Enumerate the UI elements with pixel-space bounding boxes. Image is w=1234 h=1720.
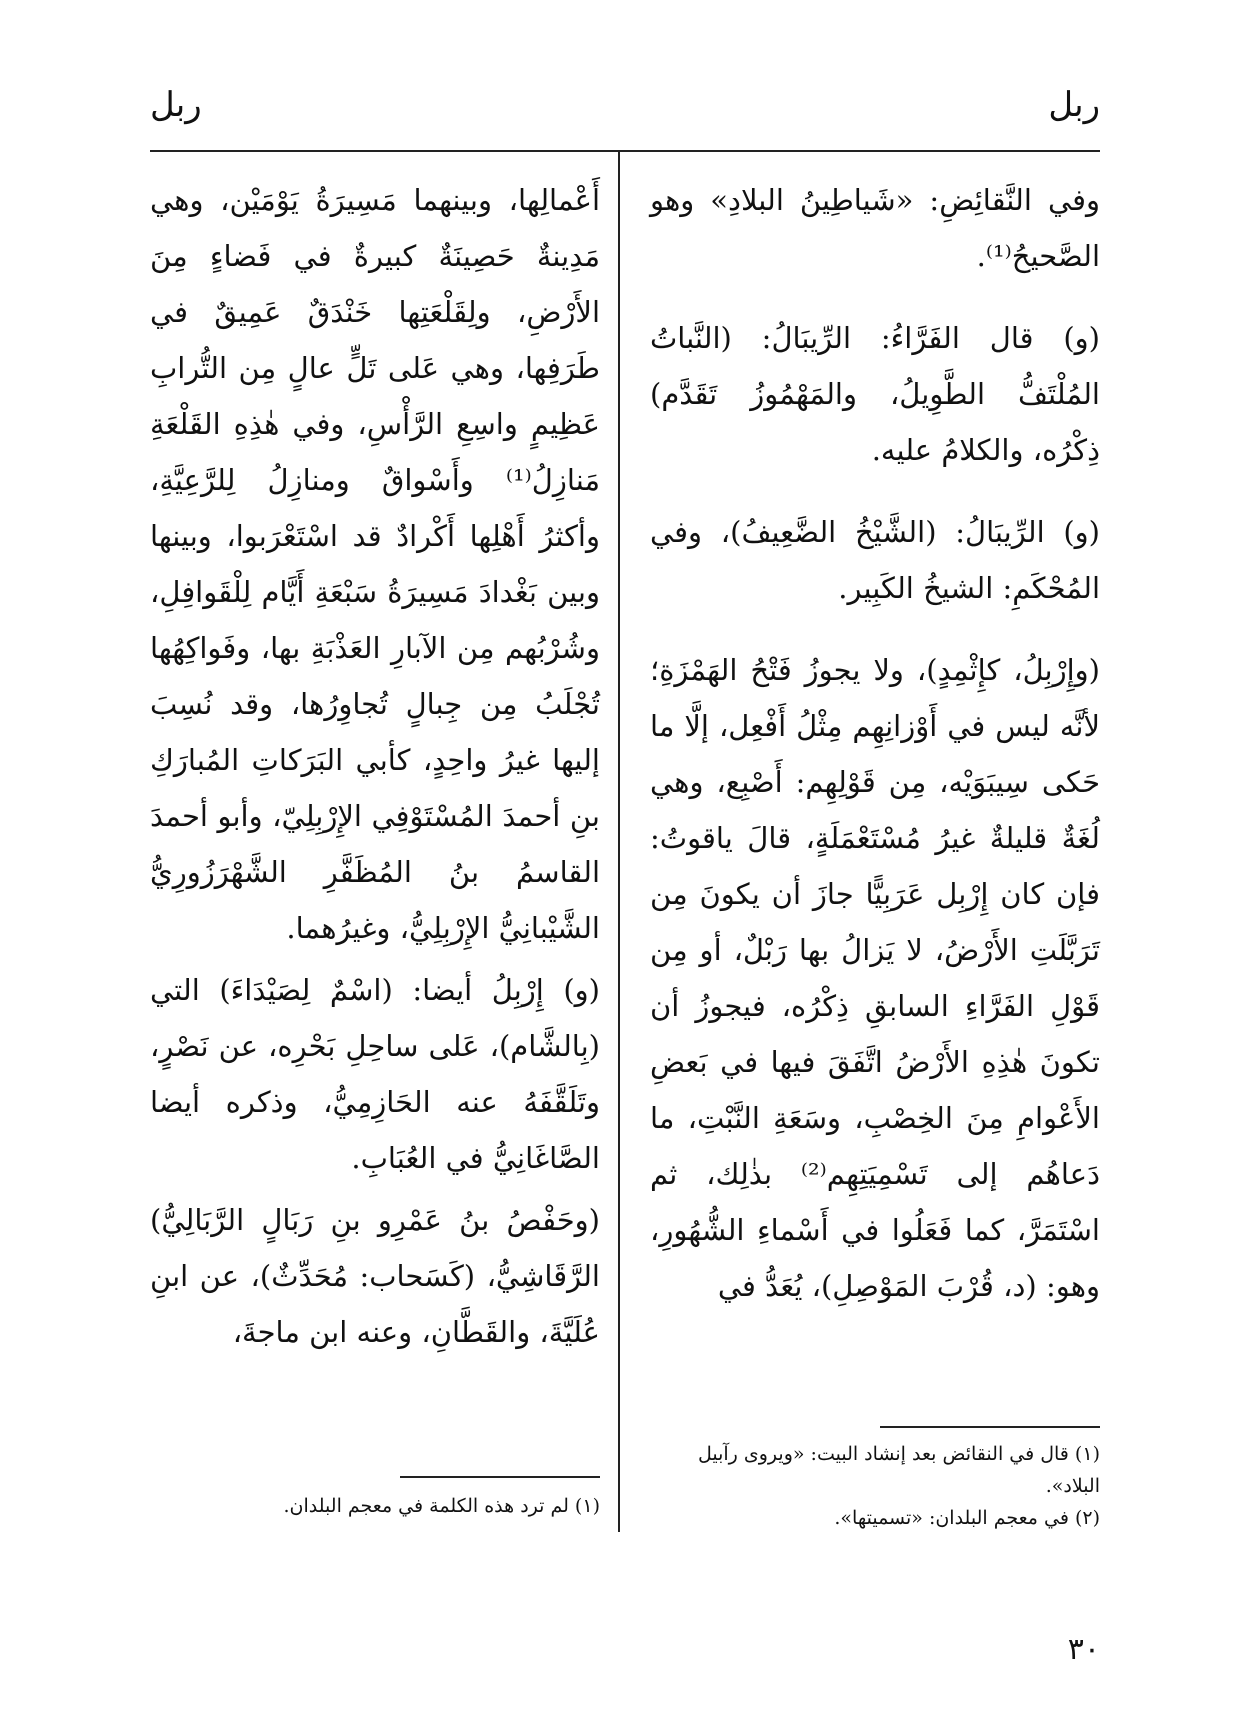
right-column	[650, 172, 1100, 1340]
running-header-right: ربل	[1048, 85, 1100, 125]
paragraph: (وحَفْصُ بنُ عَمْرِو بنِ رَبَالٍ الرَّبَالِيُّ) الرَّقَاشِيُّ، (كَسَحاب: مُحَدِّثٌ)، عن ابنِ عُلَيَّةَ، والقَطَّانِ، وعنه ابن ماجةَ،	[150, 1203, 600, 1349]
column-divider	[618, 152, 620, 1532]
paragraph: (و) الرِّيبَالُ: (الشَّيْخُ الضَّعِيفُ)، وفي المُحْكَمِ: الشيخُ الكَبِير.	[650, 515, 1100, 605]
footnote: (٢) في معجم البلدان: «تسميتها».	[834, 1507, 1100, 1529]
paragraph: أَعْمالِها، وبينهما مَسِيرَةُ يَوْمَيْن، وهي مَدِينةٌ حَصِينَةٌ كبيرةٌ في فَضاءٍ مِنَ الأَرْضِ، ولِقَلْعَتِها خَنْدَقٌ عَمِيقٌ في طَرَفِها، وهي عَلى تَلٍّ عالٍ مِن التُّرابِ عَظِيمٍ واسِعِ الرَّأْسِ، وفي هٰذِهِ القَلْعَةِ مَنازِلُ⁽¹⁾ وأَسْواقٌ ومنازِلُ لِلرَّعِيَّةِ، وأكثرُ أَهْلِها أَكْرادٌ قد اسْتَعْرَبوا، وبينها وبين بَغْدادَ مَسِيرَةُ سَبْعَةِ أَيَّام لِلْقَوافِلِ، وشُرْبُهم مِن الآبارِ العَذْبَةِ بها، وفَواكِهُها تُجْلَبُ مِن جِبالٍ تُجاوِرُها، وقد نُسِبَ إليها غيرُ واحِدٍ، كأبي البَرَكاتِ المُبارَكِ بنِ أحمدَ المُسْتَوْفِي الإِرْبِلِيّ، وأبو أحمدَ القاسمُ بنُ المُظَفَّرِ الشَّهْرَزُورِيُّ الشَّيْبانِيُّ الإِرْبِلِيُّ، وغيرُهما.	[150, 183, 600, 945]
footnotes-right	[650, 1438, 1100, 1534]
paragraph: (وإِرْبِلُ، كإِثْمِدٍ)، ولا يجوزُ فَتْحُ الهَمْزَةِ؛ لأنَّه ليس في أَوْزانِهِم مِثْلُ أَفْعِل، إلَّا ما حَكى سِيبَوَيْه، مِن قَوْلِهِم: أَصْبِع، وهي لُغَةٌ قليلةٌ غيرُ مُسْتَعْمَلَةٍ، قالَ ياقوتُ: فإن كان إِرْبِل عَرَبِيًّا جازَ أن يكونَ مِن تَرَبَّلَتِ الأَرْضُ، لا يَزالُ بها رَبْلٌ، أو مِن قَوْلِ الفَرَّاءِ السابقِ ذِكْرُه، فيجوزُ أن تكونَ هٰذِهِ الأَرْضُ اتَّفَقَ فيها في بَعضِ الأَعْوامِ مِنَ الخِصْبِ، وسَعَةِ النَّبْتِ، ما دَعاهُم إلى تَسْمِيَتِهِم⁽²⁾ بذٰلِك، ثم اسْتَمَرَّ، كما فَعَلُوا في أَسْماءِ الشُّهُورِ، وهو: (د، قُرْبَ المَوْصِلِ)، يُعَدُّ في	[650, 653, 1100, 1303]
footnote-rule-right	[880, 1426, 1100, 1428]
left-column	[150, 172, 600, 1366]
running-header-left: ربل	[150, 85, 202, 125]
footnote: (١) لم ترد هذه الكلمة في معجم البلدان.	[283, 1495, 600, 1517]
header-rule	[150, 150, 1100, 152]
page-number: ٣٠	[1067, 1632, 1100, 1667]
paragraph: وفي النَّقائِضِ: «شَياطِينُ البلادِ» وهو الصَّحيحُ⁽¹⁾.	[650, 183, 1100, 273]
footnote: (١) قال في النقائض بعد إنشاد البيت: «ويروى رآبيل البلاد».	[697, 1443, 1100, 1497]
paragraph: (و) إِرْبِلُ أيضا: (اسْمٌ لِصَيْدَاءَ) التي (بِالشَّام)، عَلى ساحِلِ بَحْرِه، عن نَصْرٍ، وتَلَقَّفَهُ عنه الحَازِمِيُّ، وذكره أيضا الصَّاغَانِيُّ في العُبَابِ.	[150, 973, 600, 1175]
paragraph: (و) قال الفَرَّاءُ: الرِّيبَالُ: (النَّباتُ المُلْتَفُّ الطَّوِيلُ، والمَهْمُوزُ تَقَدَّم) ذِكْرُه، والكلامُ عليه.	[650, 321, 1100, 467]
footnote-rule-left	[400, 1476, 600, 1478]
footnotes-left	[150, 1490, 600, 1522]
